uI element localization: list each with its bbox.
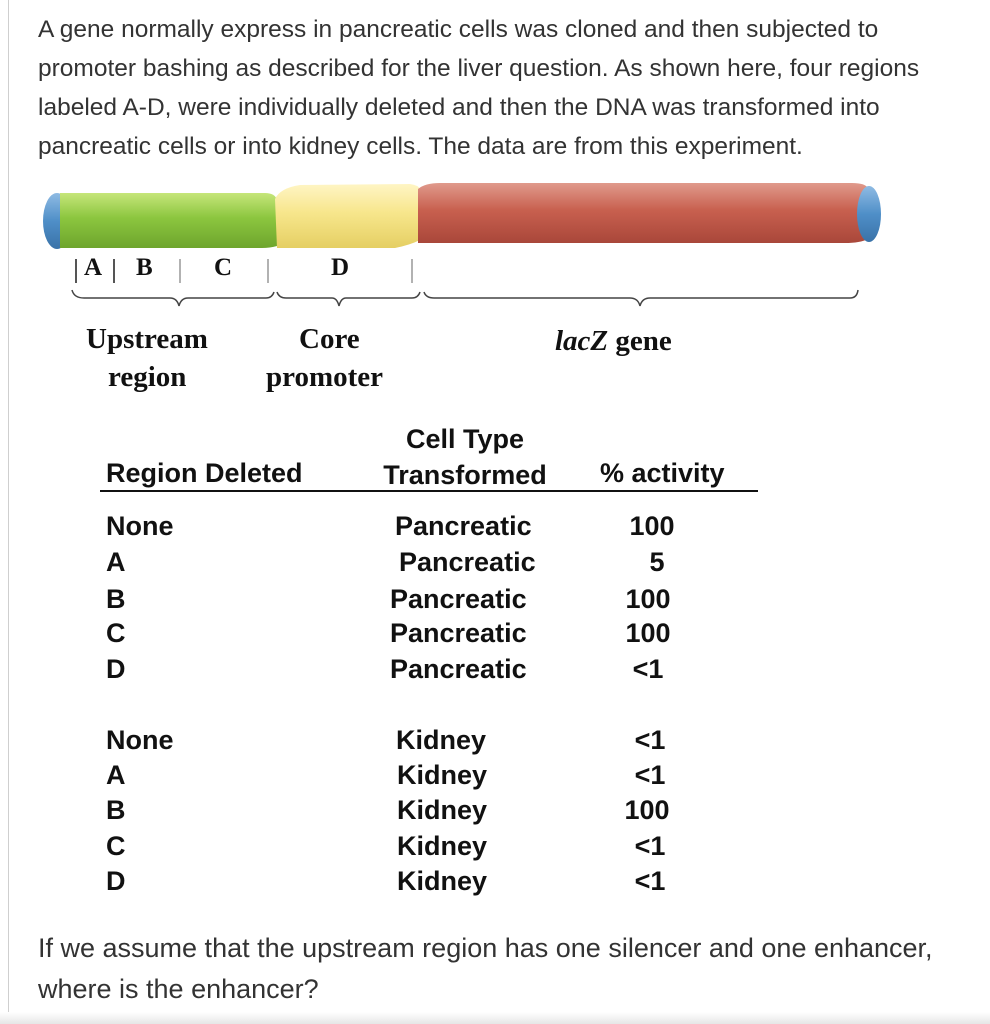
- table-row-8-region: B: [106, 795, 126, 825]
- upstream-region-label: Upstream region: [86, 323, 208, 393]
- upstream-bracket: [72, 290, 274, 306]
- table-row-9-region: C: [106, 831, 126, 861]
- header-cell-type: Cell Type Transformed: [383, 424, 547, 490]
- table-row-9-cell: Kidney: [397, 831, 488, 861]
- bottom-edge: [0, 1012, 990, 1024]
- table-row-2-cell: Pancreatic: [399, 547, 536, 577]
- table-row-10-region: D: [106, 866, 126, 896]
- region-label-b: B: [136, 254, 153, 281]
- table-row-10-activity: <1: [634, 866, 666, 896]
- core-bracket: [277, 292, 420, 306]
- table-row-10-cell: Kidney: [397, 866, 488, 896]
- table-row-1-region: None: [106, 511, 174, 541]
- table-row-7-cell: Kidney: [397, 760, 488, 790]
- region-label-a: A: [84, 254, 103, 281]
- table-row-5-activity: <1: [632, 654, 664, 684]
- question-prompt: If we assume that the upstream region has one silencer and one enhancer, where is the enhancer?: [38, 933, 933, 1004]
- table-row-5-region: D: [106, 654, 126, 684]
- table-row-6-cell: Kidney: [396, 725, 487, 755]
- table-row-4-region: C: [106, 618, 126, 648]
- core-promoter-segment: [275, 184, 420, 248]
- region-label-d: D: [331, 254, 350, 281]
- table-row-6-region: None: [106, 725, 174, 755]
- header-activity: % activity: [600, 458, 725, 488]
- lacz-segment: [418, 183, 868, 243]
- table-row-6-activity: <1: [634, 725, 666, 755]
- header-rule: [100, 490, 758, 492]
- question-intro: A gene normally express in pancreatic cells was cloned and then subjected to promoter bashing as described for the liver question. As shown here, four regions labeled A-D, were individually deleted and then the DNA was transformed into pancreatic cells or into kidney cells. The data are from this experiment.: [38, 16, 920, 160]
- table-row-3-activity: 100: [625, 584, 671, 614]
- table-row-9-activity: <1: [634, 831, 666, 861]
- table-row-1-activity: 100: [629, 511, 675, 541]
- table-row-4-cell: Pancreatic: [390, 618, 527, 648]
- region-label-c: C: [214, 254, 233, 281]
- table-row-7-activity: <1: [634, 760, 666, 790]
- core-promoter-label: Core promoter: [266, 323, 384, 393]
- lacz-bracket: [424, 290, 858, 306]
- dna-construct: [0, 180, 990, 320]
- lacz-gene-label: lacZ gene: [555, 325, 672, 357]
- dna-right-cap: [857, 186, 881, 242]
- table-row-8-activity: 100: [624, 795, 670, 825]
- table-row-2-region: A: [106, 547, 126, 577]
- table-row-4-activity: 100: [625, 618, 671, 648]
- upstream-segment: [60, 193, 277, 248]
- table-row-1-cell: Pancreatic: [395, 511, 532, 541]
- table-row-5-cell: Pancreatic: [390, 654, 527, 684]
- table-row-2-activity: 5: [649, 547, 665, 577]
- table-row-3-cell: Pancreatic: [390, 584, 527, 614]
- table-row-8-cell: Kidney: [397, 795, 488, 825]
- table-row-7-region: A: [106, 760, 126, 790]
- table-row-3-region: B: [106, 584, 126, 614]
- header-region-deleted: Region Deleted: [106, 458, 303, 488]
- promoter-figure: [0, 180, 990, 905]
